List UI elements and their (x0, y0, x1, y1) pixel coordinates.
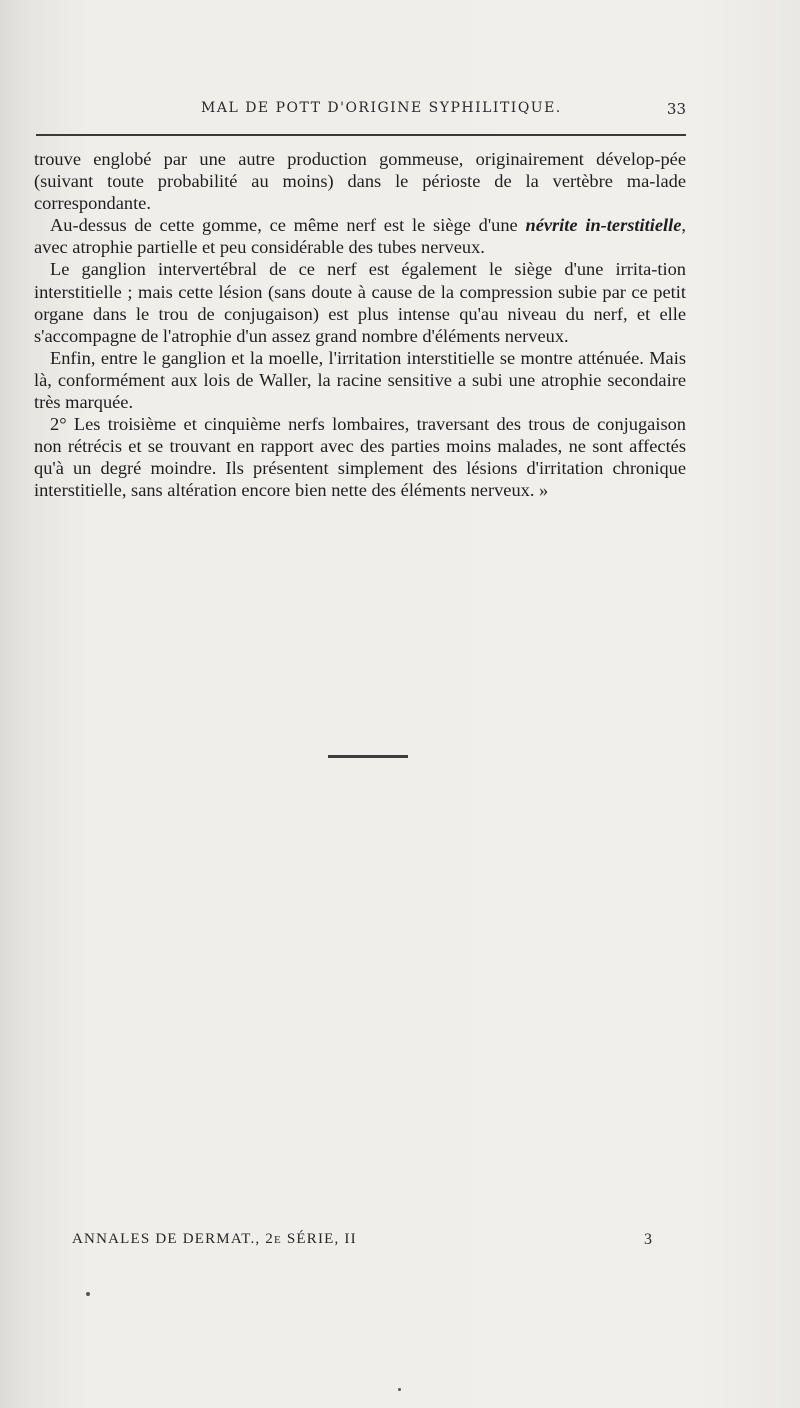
ink-speck (86, 1292, 90, 1296)
paragraph-2-end: , avec atrophie partielle et peu considérable des tubes nerveux. (34, 215, 686, 258)
paragraph-2-italic: névrite in-terstitielle (525, 215, 682, 236)
paragraph-1: trouve englobé par une autre production gommeuse, originairement dévelop-pée (suivant toute probabilité au moins) dans le périoste de la vertèbre ma-lade correspondante. (34, 149, 686, 214)
page-footer (72, 1231, 652, 1255)
running-title: MAL DE POTT D'ORIGINE SYPHILITIQUE. (201, 100, 562, 116)
paragraph-5: 2° Les troisième et cinquième nerfs lombaires, traversant des trous de conjugaison non rétrécis et se trouvant en rapport avec des parties moins malades, ne sont affectés qu'à un degré moindre. Ils présentent simplement des lésions d'irritation chronique interstitielle, sans altération encore bien nette des éléments nerveux. » (34, 414, 686, 501)
ink-speck (398, 1388, 401, 1391)
header-rule (36, 134, 686, 136)
page-number: 33 (666, 100, 686, 118)
gathering-signature: 3 (644, 1231, 652, 1248)
paragraph-2-start: Au-dessus de cette gomme, ce même nerf est le siège d'une (50, 215, 526, 236)
section-divider (328, 755, 408, 758)
journal-signature: ANNALES DE DERMAT., 2e SÉRIE, II (72, 1231, 357, 1247)
bleed-through-text (36, 560, 716, 582)
paragraph-3: Le ganglion intervertébral de ce nerf est également le siège d'une irrita-tion interstitielle ; mais cette lésion (sans doute à cause de la compression subie par ce petit organe dans le trou de conjugaison) est plus intense qu'au niveau du nerf, et elle s'accompagne de l'atrophie d'un assez grand nombre d'éléments nerveux. (34, 259, 686, 346)
body-text (34, 148, 686, 502)
running-head (36, 100, 686, 124)
paragraph-2 (34, 214, 686, 258)
paragraph-4: Enfin, entre le ganglion et la moelle, l'irritation interstitielle se montre atténuée. Mais là, conformément aux lois de Waller, la racine sensitive a subi une atrophie secondaire très marquée. (34, 347, 686, 413)
